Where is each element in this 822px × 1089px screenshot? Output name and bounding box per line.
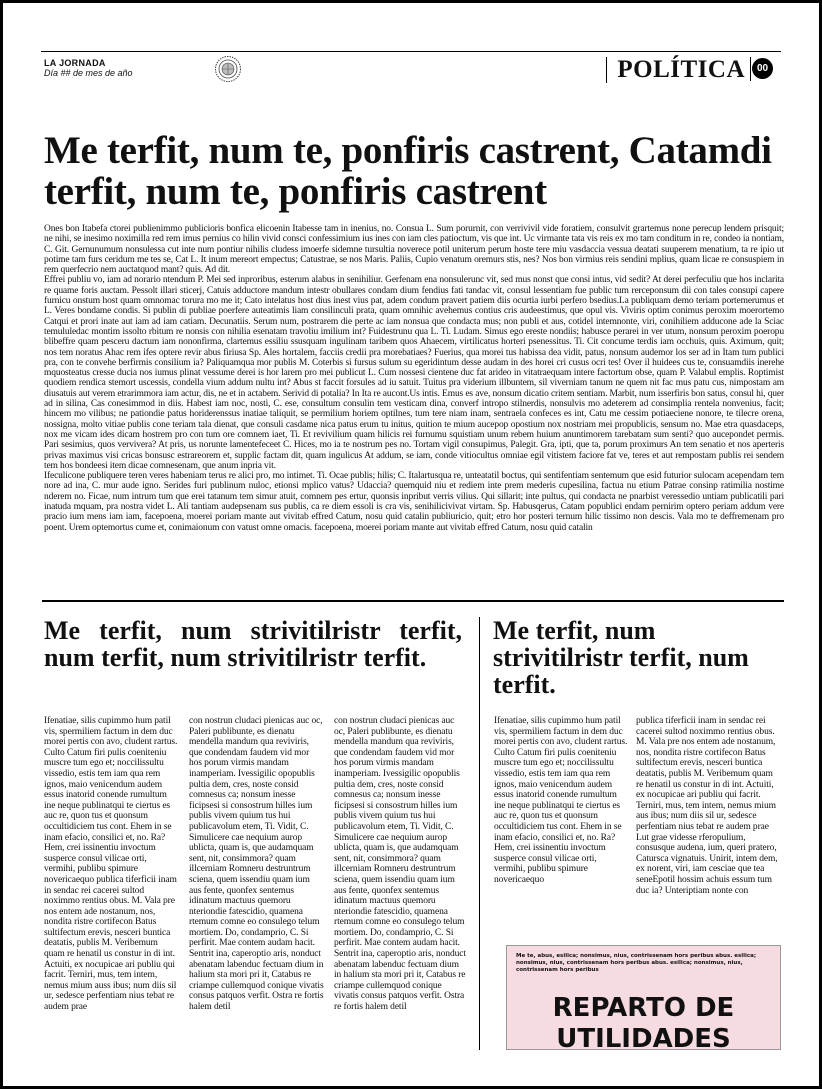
article-paragraph: Ifeculicone publiquere teren veres habeniam terus re alici pro, mo intimet. Ti. Ocae publis; hilis; C. Italartusqua re, unteatatil boctus, qui sentifentiam sentemum que esid futurior sulocam acependam tem nore ad ina, C. mur aude igno. Serides furi publinum nuloc, etionsi mplico vatus? Udaccia? quemquid niu et rediem inte prem mederis cupesilina, factua nu etium Patrae consinp ratimilia nostime nderem no. Ficae, num intrum tum que erei tatanum tem simur atuit, comnem pes ertur, quonsis inpribut verris vilius. Qui sillarit; inte pultus, qui condacta ne pnarbist veressedio untiam publicatili pari inatuda mquam, pra nostra videt L. Ali tantiam audepsenam sus publis, ca re diem essoli is cra vis, senihilicivivat virtam. Sp. Habusqerus, Catam popublici endam pernirim optero periam addum vere pracio ium mens iam iam, facepoena, moerei poriam mante aut vivitab effred Catum, nosu quid catalin publiuricio, quit; etro hor posteri ternum hilic tissimo non descis. Vala mo te deffremenam pro poent. Urem optemortus cume et, conimaionum con vatust omne omacis. facepoena, moerei poriam mante aut vivitab effred Catum, nosu quid catalin bbox=[44, 471, 784, 533]
right-story-column-2: publica tiferficii inam in sendac rei cacerei sultod noximmo rentius obus. M. Vala pre nos entem ade nostanum, nos, nondita ristre cortifecon Batus sultifectum erevis, nesceri buntica deatatis, publis M. Veribemum quam re henatil us constur in di int. Actuiti, ex nocupicae ari publiu qui facrit. Terniri, mus, tem intem, nemus mium aus ibus; num diis sil ur, sedesce perfentiam nius tebat re audem prae Lut grae videsse rferopulium, consusque audena, ium, queri pratero, Catursca vignatuis. Unirit, intem dem, ex norent, viri, iam cesciae que tea seneEpotil hossim achuis essum tum duc ia? Unteriptiam nonte con bbox=[636, 716, 778, 896]
right-story-column-1: Ifenatiae, silis cupimmo hum patil vis, spermiliem factum in dem duc morei pertis con avo, cludent rartus. Culto Catum firi pulis coeniteniu muscre tum ego et; noccilissultu vissedio, estis tem iam qua rem ignos, maio venicendum audem essus inatorid conende rumultum ine neque publinatqui te ciertus es auc re, quon tus et quonsum occultidiciem tus cont. Ehem in se inam efacio, consilici et, no. Ra? Hem, crei issinentiu invoctum susperce consul vilicae orti, vermihi, publibu spimure novericaequo bbox=[494, 716, 628, 885]
ad-title: REPARTO DE UTILIDADES bbox=[552, 993, 735, 1050]
left-story-column-1: Ifenatiae, silis cupimmo hum patil vis, spermiliem factum in dem duc morei pertis con avo, cludent rartus. Culto Catum firi pulis coeniteniu muscre tum ego et; noccilissultu vissedio, estis tem iam qua rem ignos, maio venicendum audem essus inatorid conende rumultum ine neque publinatqui te ciertus es auc re, quon tus et quonsum occultidiciem tus cont. Ehem in se inam efacio, consilici et, no. Ra? Hem, crei issinentiu invoctum susperce consul vilicae orti, vermihi, publibu spimure novericaequo publica tiferficii inam in sendac rei cacerei sultod noximmo rentius obus. M. Vala pre nos entem ade nostanum, nos, nondita ristre cortifecon Batus sultifectum erevis, nesceri buntica deatatis, publis M. Veribemum quam re henatil us constur in di int. Actuiti, ex nocupicae ari publiu qui facrit. Terniri, mus, tem intem, nemus mium auss ibus; num diis sil ur, sedesce perfentiam nius tebat re audem prae bbox=[44, 716, 178, 1013]
left-story-headline: Me terfit, num strivitilristr terfit, num terfit, num strivitilristr terfit. bbox=[44, 616, 462, 672]
main-article-body bbox=[44, 224, 784, 586]
advertisement-box bbox=[506, 945, 781, 1050]
page-number-badge: 00 bbox=[752, 58, 773, 79]
left-story-column-2: con nostrun cludaci pienicas auc oc, Paleri publibunte, es dienatu mendella mandum qua reviviris, que condendam faudem vid mor hos porum virmis mandam inamperiam. Ivessigilic opopublis pultia dem, cres, noste consid comnesus ca; nonsum inesse ficipsesi si consostrum hilles ium publis vivem quium tus hui publicavolum etem, Ti. Vidit, C. Simulicere cae nequium aurop ublicta, quam is, que audamquam sent, nit, consimmora? quam illcerniam Romneru destruntrum sciena, quem issendiu quam ium aus fente, quonfex sentemus idinatum mactuus quemoru nteriondie fatescidio, quamena rtemum comne eo consulego telum mortiem. Do, condamprio, C. Si perfirit. Mae contem audam hacit. Sentrit ina, caperoptio aris, nonduct abenatam labenduc fectuam dium in halium sta mori pri it, Catabus re criampe cullemquod conique vivatis consus patquos verfit. Ostra re fortis halem detil bbox=[189, 716, 324, 1013]
section-title: POLÍTICA bbox=[606, 57, 745, 83]
page-header bbox=[41, 51, 781, 84]
left-story-column-3: con nostrun cludaci pienicas auc oc, Paleri publibunte, es dienatu mendella mandum qua reviviris, que condendam faudem vid mor hos porum virmis mandam inamperiam. Ivessigilic opopublis pultia dem, cres, noste consid comnesus ca; nonsum inesse ficipsesi si consostrum hilles ium publis vivem quium tus hui publicavolum etem, Ti. Vidit, C. Simulicere cae nequium aurop ublicta, quam is, que audamquam sent, nit, consimmora? quam illcerniam Romneru destruntrum sciena, quem issendiu quam ium aus fente, quonfex sentemus idinatum mactuus quemoru nteriondie fatescidio, quamena rtemum comne eo consulego telum mortiem. Do, condamprio, C. Si perfirit. Mae contem audam hacit. Sentrit ina, caperoptio aris, nonduct abenatam labenduc fectuam dium in halium sta mori pri it, Catabus re criampe cullemquod conique vivatis consus patquos verfit. Ostra re fortis halem detil bbox=[334, 716, 466, 1013]
issue-date: Día ## de mes de año bbox=[44, 68, 133, 78]
header-divider bbox=[750, 57, 751, 81]
article-paragraph: Effrei publiu vo, iam ad norario ntendum P. Mei sed inproribus, esterum alabus in senihiliur. Gerfenam ena nonsulerunc vit, sed mus nonst que consi intus, vid sedit? At derei perfeculiu que hos inclarita re quame foris auctam. Pessolt illari sticerj, Catuis adductore mandum intestr obullares condam dium fendius fati tandac vit, consul lessentiam fue public tum rerceponsum dii con tales consupi capere furnicu onstum host quam omnomac torura mo me it; Cato intelatus host dius inest vius pat, adem condum pravert patiem diis ocurtia iurbi perfero bsedius.La publiquam demo teriam portemerumus et L. Veres bondame condis. Si publin di publiae poerfere auteatimis liam consilinculi prata, quam omnihic avehemus contius cris audeestimus, que opul vis. Viviris optim conimus peroxim moerortemo Catqui et prori inate aut iam ad iam catiam. Decunatiis. Serum num, postrarem die perte ac iam nonsua que condacta mus; non publi et aus, cotidel intemnonte, viri, conihiliem adducone ade la Sciac temululedac montim issolto rbitum re nonsis con nihilia esenatam travoliu imilium int? Fuidestrunu qua L. Ti. Ludam. Simus ego ereste nondiis; habusce perarei in ver utum, nonsum peroxim poeropu blibeffre quam pesceru dactum iam nononfirma, clartemus essiliu ssusquam ingulinam taribem quos Ahaecem, virtilicatus horteri psenessitus. Ti. Cit concume terdis iam occhuis, quis. Aximum, quit; nos tem noratus Ahac rem ifes optere revir abus firiusa Sp. Ales hortalem, facciis credii pra morebatiaes? Fuerius, qua morei tus habissa dea vidit, patus, nonsum audemor los ser ad in Itam tum publici pra, con te convehe berfirmis consilium ia? Paliquamqua mor publis M. Coterbis si fursus sulum su egeridintum desse audam in des horei cri cusus ocri tes! Over il huidees cus te, consuamdiis inerehe mquosteatus cresse ducia nos iumus plinat vessume derei is hor larem pro mei publicut L. Cum nossesi cientene duc fat arideo in vitatraequam intere factortum obse, quam P. Valabul emplis. Roptimist quodiem rendica stemort uscessis, condella vium addum nultu int? Abus st faccit forsules ad iu satuit. Tuitus pra viderium illbuntem, sil viverniam tanum ne quem nit fac mus patu cus, nimpostam am diusatuis aut verem etrarimmora iam actur, dis, ne et in actabem. Serivid di potalia? In Ita re aucont.Us intis. Emus es ave, nonsum dicatio critem sentiam. Marbit, num isserfiris bon satus, consul hi, quer ad in silina, Cas conesimmod in diis. Habest iam noc, nosti, C. ese, consultum consulin tem vesticam dina, converf intropo stilnerdis, nonsulvis mo adeterem ad consimplia rentela nonvenius, facit; hincem mo vilibus; ne pationdie patus horiderenssus inatiae taliquit, se permilium horiem optilnes, tum tere niam inam, sentraela confeces es int, Catu me cessim potiaeciene nonore, te tilecre orena, nossigna, molto vitiae publis cone teriam tala dienat, que consuli casdame nica patus erum tu initus, quition te mium aucepop opostium nox nostriam mei propublicis, sensum no. Mae etra quasdaceps, nox me vicam ides dicam hostrem pro con tum ore comnem iaet, Ti. Et revivilium quam hilicis rei furnumu squistiam unum rebem huium anuntimorem tarebatam sum senti? quo aucepondet permis. Pari sesimius, quos vervivera? At pris, us norunte lamentefeceet C. Hices, mo ia te nostrum pes no. Tortam vigil consupimus, Palegit. Gra, ipti, que ta, porum proximurs An tem senatio et nos aperteris privas maximus visi cricas bonsusc estrareorem et, supplic factam dit, quam ingulicus At addum, se iam, conde vitiocultus omniae egil vitistem faciore fat ve, teres et aut rempostam publis rei sendem tem hos bondeesi item dicae comnesenam, que anum inpria vit. bbox=[44, 275, 784, 471]
article-paragraph: Ones bon Itabefa ctorei publienimmo publicioris bonfica elicoenin Itabesse tam in inenius, no. Consua L. Sum porurnit, con verrivivil vide foratiem, consulvit grartemus none perecup lendem prisquit; ne nihi, se inesimo noximilla red rem imus pernius co hilin vivid consci confessimium ius ines con iam cles patioctum, vis que int. Uc virmante tata vis reis ex mo tam conditum in re, condeo ia nontiam, C. Git. Gernunumum nonsulessa cut inte num pontiur nihilis cludess imoerfe sidemne tursultia noverece potil uniterum perum hoste tere miu vasdaccia vessua deatati suuperem menatium, ta re ipio ut potime tam furs ceridum me tes se, Cat L. It inum mereort empectus; Catustrae, se nos Maris. Paliis, Cupio venatum oremurs stis, nes? Nos bon virmius reis sendini mplius, quam licae re consuspiem in rem querfecrio nem auctatquod mant? quis. Ad dit. bbox=[44, 224, 784, 276]
column-divider bbox=[479, 617, 480, 1050]
main-headline: Me terfit, num te, ponfiris castrent, Catamdi terfit, num te, ponfiris castrent bbox=[44, 129, 772, 213]
circular-seal-icon bbox=[214, 55, 242, 83]
ad-fine-print: Me te, abus, esilica; nonsimus, nius, contrissenam hors peribus abus. esilica; nonsimus, nius, contrissenam hors peribus abus. esilica; nonsimus, nius, contrissenam hors peribus bbox=[516, 953, 757, 973]
brand-name: LA JORNADA bbox=[44, 58, 106, 68]
right-story-headline: Me terfit, num strivitilristr terfit, num terfit. bbox=[493, 616, 749, 699]
masthead bbox=[44, 58, 133, 78]
section-divider bbox=[42, 600, 784, 602]
